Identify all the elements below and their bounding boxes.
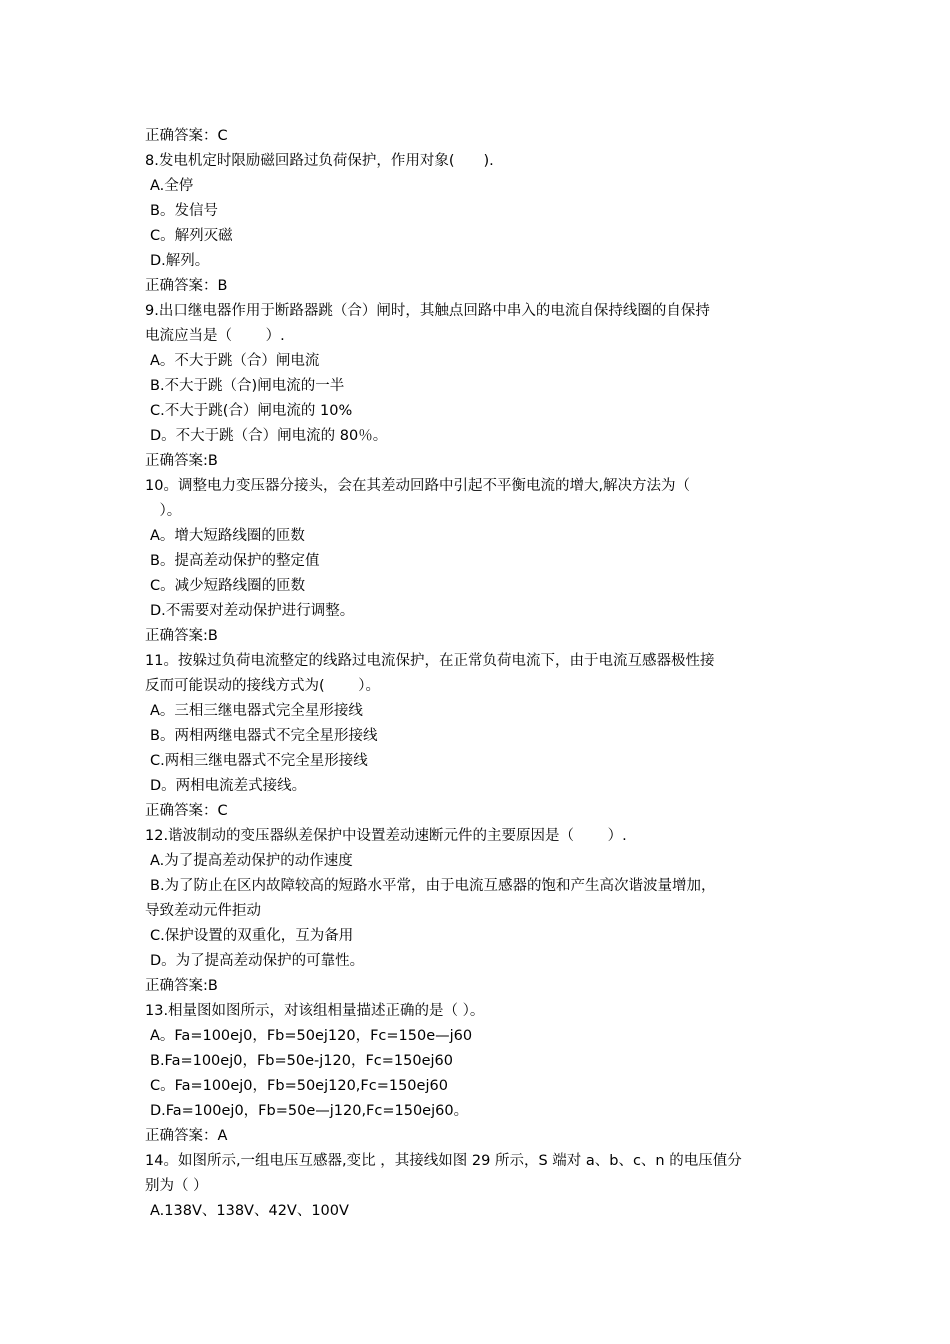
question-9-text: 9.出口继电器作用于断路器跳（合）闸时，其触点回路中串入的电流自保持线圈的自保持 [145,303,710,319]
option-line: C。解列灭磁 [150,228,233,244]
option-line: D.解列。 [150,253,210,269]
option-line: C.两相三继电器式不完全星形接线 [150,753,368,769]
answer-line: 正确答案：B [145,278,228,294]
option-line: C.不大于跳(合）闸电流的 10% [150,403,353,419]
question-10-text-cont: ）。 [145,503,182,519]
option-line-cont: 导致差动元件拒动 [145,903,261,919]
option-line: D。为了提高差动保护的可靠性。 [150,953,365,969]
question-11-text-cont: 反而可能误动的接线方式为( ）。 [145,678,381,694]
answer-line: 正确答案:B [145,453,218,469]
option-line: D。两相电流差式接线。 [150,778,307,794]
option-line: A。三相三继电器式完全星形接线 [150,703,363,719]
question-9-text-cont: 电流应当是（ ）. [145,328,285,344]
option-line: A。增大短路线圈的匝数 [150,528,305,544]
option-line: A.为了提高差动保护的动作速度 [150,853,353,869]
option-line: B。两相两继电器式不完全星形接线 [150,728,378,744]
option-line: C.保护设置的双重化，互为备用 [150,928,354,944]
answer-line: 正确答案:B [145,978,218,994]
option-line: B。提高差动保护的整定值 [150,553,320,569]
document-body [145,124,810,1224]
option-line: A.138V、138V、42V、100V [150,1203,349,1219]
question-14-text: 14。如图所示,一组电压互感器,变比 ，其接线如图 29 所示，S 端对 a、b、c、n 的电压值分 [145,1153,742,1169]
option-line: A。不大于跳（合）闸电流 [150,353,320,369]
option-line: D。不大于跳（合）闸电流的 80％。 [150,428,388,444]
question-14-text-cont: 别为（ ） [145,1178,208,1194]
option-line: A。Fa=100ej0，Fb=50ej120，Fc=150e—j60 [150,1028,473,1044]
option-line: C。Fa=100ej0，Fb=50ej120,Fc=150ej60 [150,1078,448,1094]
question-12-text: 12.谐波制动的变压器纵差保护中设置差动速断元件的主要原因是（ ）. [145,828,627,844]
option-line: D.Fa=100ej0，Fb=50e—j120,Fc=150ej60。 [150,1103,469,1119]
option-line: D.不需要对差动保护进行调整。 [150,603,355,619]
answer-line: 正确答案：C [145,128,228,144]
question-8-text: 8.发电机定时限励磁回路过负荷保护，作用对象( ). [145,153,494,169]
option-line: B.Fa=100ej0，Fb=50e-j120，Fc=150ej60 [150,1053,453,1069]
answer-line: 正确答案：A [145,1128,228,1144]
answer-line: 正确答案：C [145,803,228,819]
option-line: C。减少短路线圈的匝数 [150,578,306,594]
question-10-text: 10。调整电力变压器分接头，会在其差动回路中引起不平衡电流的增大,解决方法为（ [145,478,691,494]
option-line: B.不大于跳（合)闸电流的一半 [150,378,345,394]
question-13-text: 13.相量图如图所示，对该组相量描述正确的是（ ）。 [145,1003,485,1019]
question-11-text: 11。按躲过负荷电流整定的线路过电流保护，在正常负荷电流下，由于电流互感器极性接 [145,653,715,669]
answer-line: 正确答案:B [145,628,218,644]
option-line: A.全停 [150,178,194,194]
option-line: B。发信号 [150,203,218,219]
option-line: B.为了防止在区内故障较高的短路水平常，由于电流互感器的饱和产生高次谐波量增加， [150,878,716,894]
